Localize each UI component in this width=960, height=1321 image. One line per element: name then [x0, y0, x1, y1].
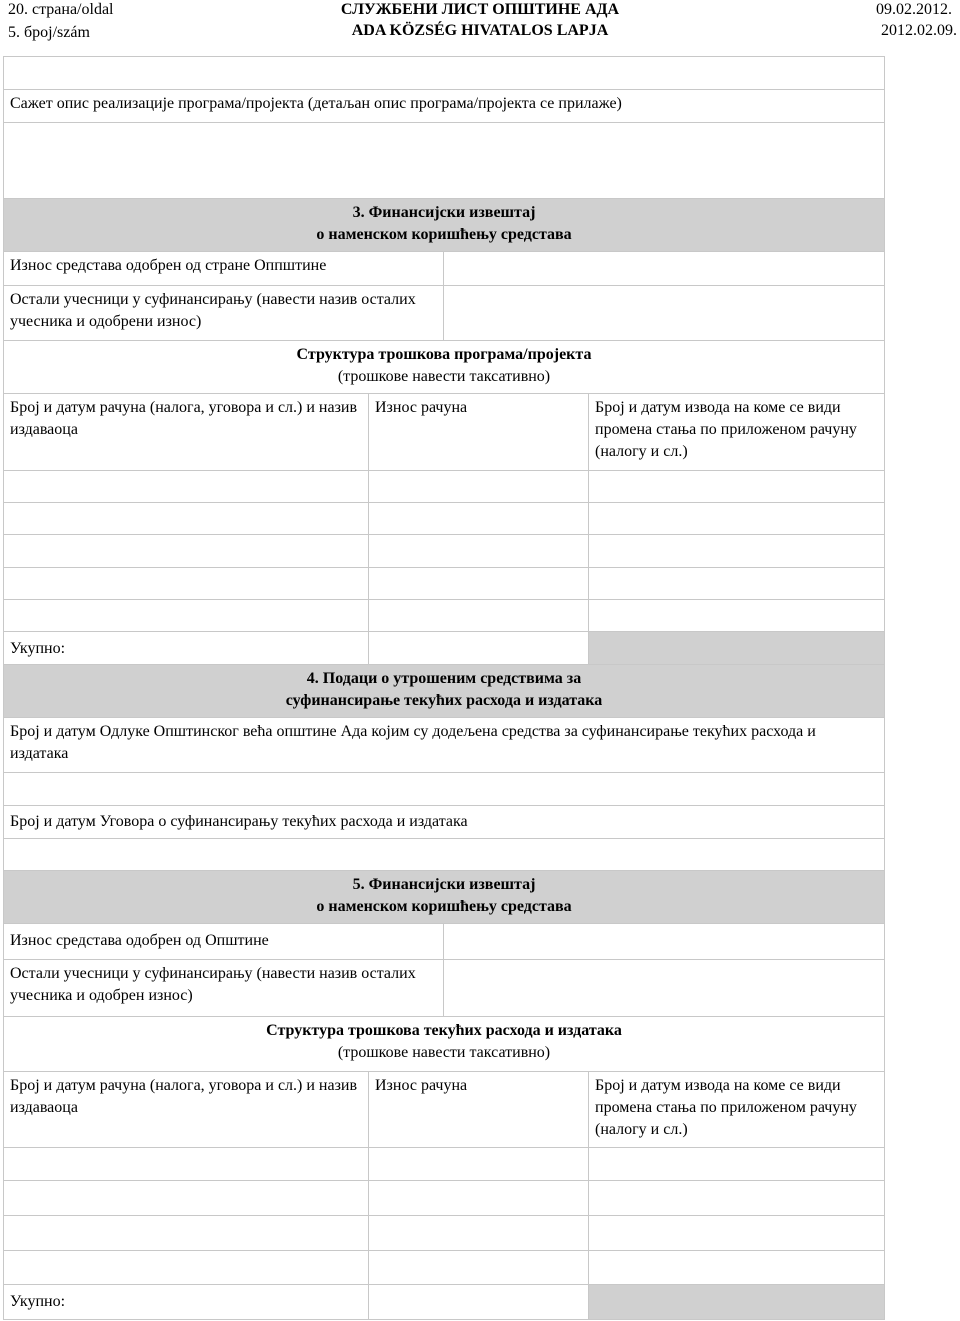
col-invoice-header: Број и датум рачуна (налога, уговора и сл.) и назив издаваоца — [3, 393, 368, 470]
table5-row-4-col1[interactable] — [3, 1250, 368, 1284]
table-row-1-col3[interactable] — [588, 470, 885, 502]
decision-input[interactable] — [3, 772, 885, 805]
section-4-title-line1: 4. Подаци о утрошеним средствима за — [306, 670, 582, 687]
total-label-5: Укупно: — [3, 1284, 368, 1320]
table-row-4-col1[interactable] — [3, 567, 368, 599]
other-participants-label: Остали учесници у суфинансирању (навести назив осталих учесника и одобрени износ) — [3, 285, 443, 340]
table5-row-3-col1[interactable] — [3, 1215, 368, 1250]
total-amount-input-5[interactable] — [368, 1284, 588, 1320]
col-statement-header-5: Број и датум извода на коме се види промена стања по приложеном рачуну (налогу и сл.) — [588, 1071, 885, 1147]
approved-amount-input-5[interactable] — [443, 923, 885, 959]
cost-structure-title-5: Структура трошкова текућих расхода и издатака — [266, 1022, 622, 1039]
table5-row-1-col1[interactable] — [3, 1147, 368, 1180]
section-3-title — [3, 198, 885, 251]
table-row-1-col2[interactable] — [368, 470, 588, 502]
table5-row-2-col2[interactable] — [368, 1180, 588, 1215]
approved-amount-label: Износ средстава одобрен од стране Оппштине — [3, 251, 443, 285]
page-header — [0, 0, 960, 44]
table-row-2-col3[interactable] — [588, 502, 885, 534]
table5-row-4-col2[interactable] — [368, 1250, 588, 1284]
section-3-title-line1: 3. Финансијски извештај — [352, 204, 536, 221]
approved-amount-label-5: Износ средстава одобрен од Општине — [3, 923, 443, 959]
cost-structure-header — [3, 340, 885, 393]
cost-structure-subtitle: (трошкове навести таксативно) — [337, 368, 551, 385]
total-amount-input[interactable] — [368, 631, 588, 664]
table5-row-1-col3[interactable] — [588, 1147, 885, 1180]
journal-title-sr: СЛУЖБЕНИ ЛИСТ ОПШТИНЕ АДА — [340, 1, 620, 18]
table-row-4-col2[interactable] — [368, 567, 588, 599]
col-invoice-header-5: Број и датум рачуна (налога, уговора и сл.) и назив издаваоца — [3, 1071, 368, 1147]
issue-number: 5. број/szám — [8, 24, 90, 41]
cost-structure-title: Структура трошкова програма/пројекта — [296, 346, 592, 363]
section-4-title — [3, 664, 885, 717]
page-number: 20. страна/oldal — [8, 1, 114, 18]
other-participants-input[interactable] — [443, 285, 885, 340]
total-label: Укупно: — [3, 631, 368, 664]
section-4-title-line2: суфинансирање текућих расхода и издатака — [285, 692, 603, 709]
blank-row[interactable] — [3, 56, 885, 89]
cost-structure-subtitle-5: (трошкове навести таксативно) — [337, 1044, 551, 1061]
decision-label: Број и датум Одлуке Општинског већа општине Ада којим су додељена средства за суфинансирање текућих расхода и издатака — [3, 717, 885, 772]
contract-label: Број и датум Уговора о суфинансирању текућих расхода и издатака — [3, 805, 885, 838]
table5-row-3-col3[interactable] — [588, 1215, 885, 1250]
table-row-1-col1[interactable] — [3, 470, 368, 502]
summary-input[interactable] — [3, 122, 885, 198]
table-row-5-col1[interactable] — [3, 599, 368, 631]
section-3-title-line2: о наменском коришћењу средстава — [316, 226, 572, 243]
cost-structure-header-5 — [3, 1016, 885, 1071]
col-amount-header: Износ рачуна — [368, 393, 588, 470]
table-row-5-col2[interactable] — [368, 599, 588, 631]
other-participants-label-5: Остали учесници у суфинансирању (навести назив осталих учесника и одобрен износ) — [3, 959, 443, 1016]
table5-row-1-col2[interactable] — [368, 1147, 588, 1180]
other-participants-input-5[interactable] — [443, 959, 885, 1016]
date-sr: 09.02.2012. — [876, 1, 952, 18]
col-statement-header: Број и датум извода на коме се види промена стања по приложеном рачуну (налогу и сл.) — [588, 393, 885, 470]
table-row-5-col3[interactable] — [588, 599, 885, 631]
table5-row-2-col3[interactable] — [588, 1180, 885, 1215]
section-5-title-line1: 5. Финансијски извештај — [352, 876, 536, 893]
table-row-2-col2[interactable] — [368, 502, 588, 534]
date-hu: 2012.02.09. — [881, 22, 957, 39]
contract-input[interactable] — [3, 838, 885, 870]
table-row-3-col2[interactable] — [368, 534, 588, 567]
summary-label: Сажет опис реализације програма/пројекта (детаљан опис програма/пројекта се прилаже) — [3, 89, 885, 122]
section-5-title-line2: о наменском коришћењу средстава — [316, 898, 572, 915]
journal-title-hu: ADA KÖZSÉG HIVATALOS LAPJA — [351, 22, 609, 39]
table-row-3-col3[interactable] — [588, 534, 885, 567]
col-amount-header-5: Износ рачуна — [368, 1071, 588, 1147]
section-5-title — [3, 870, 885, 923]
table5-row-2-col1[interactable] — [3, 1180, 368, 1215]
total-shaded-cell-5 — [588, 1284, 885, 1320]
total-shaded-cell — [588, 631, 885, 664]
table5-row-3-col2[interactable] — [368, 1215, 588, 1250]
table-row-4-col3[interactable] — [588, 567, 885, 599]
approved-amount-input[interactable] — [443, 251, 885, 285]
table-row-3-col1[interactable] — [3, 534, 368, 567]
table5-row-4-col3[interactable] — [588, 1250, 885, 1284]
table-row-2-col1[interactable] — [3, 502, 368, 534]
